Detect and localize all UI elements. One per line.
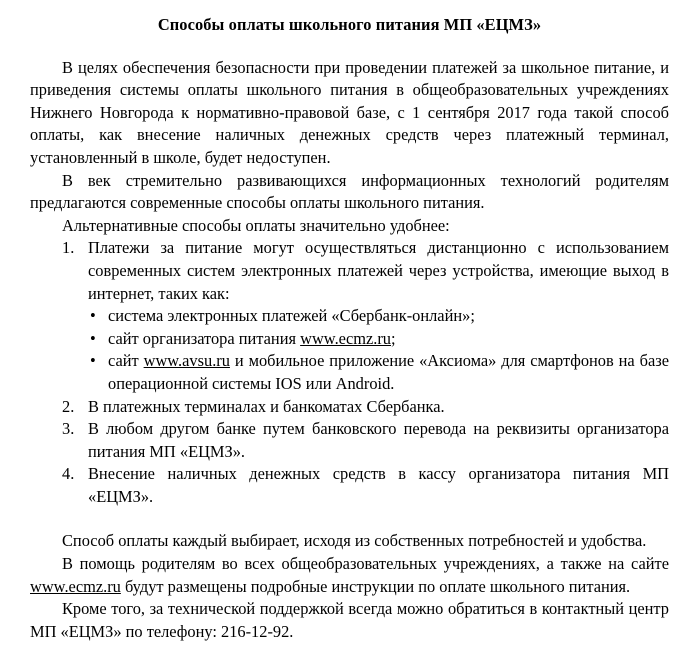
list-item	[30, 237, 669, 395]
alternatives-heading: Альтернативные способы оплаты значительно удобнее:	[62, 215, 450, 235]
document-title: Способы оплаты школьного питания МП «ЕЦМЗ»	[157, 15, 542, 34]
ecmz-link[interactable]: www.ecmz.ru	[30, 576, 121, 596]
list-item	[30, 396, 669, 419]
avsu-link[interactable]: www.avsu.ru	[143, 351, 230, 371]
ecmz-link[interactable]: www.ecmz.ru	[300, 328, 391, 348]
instructions-paragraph	[30, 553, 669, 598]
payment-methods-list	[30, 237, 669, 508]
list-item-text: Платежи за питание могут осуществляться дистанционно с использованием современных систем электронных платежей через устройства, имеющие выход в интернет, таких как:	[88, 238, 669, 303]
bullet-icon: •	[90, 306, 96, 326]
support-paragraph: Кроме того, за технической поддержкой всегда можно обратиться в контактный центр МП «ЕЦМЗ» по телефону: 216-12-92.	[30, 599, 669, 641]
list-item	[30, 418, 669, 463]
bullet-item-text: и мобильное приложение «Аксиома» для смартфонов на базе операционной системы IOS или Android.	[108, 351, 669, 393]
list-item-text: В любом другом банке путем банковского перевода на реквизиты организатора питания МП «ЕЦМЗ».	[88, 419, 669, 461]
instructions-text: В помощь родителям во всех общеобразовательных учреждениях, а также на сайте	[62, 554, 669, 574]
list-number: 4.	[62, 464, 75, 484]
bullet-item-text: сайт организатора питания	[108, 328, 301, 348]
bullet-icon: •	[90, 328, 96, 348]
bullet-item	[88, 328, 669, 351]
bullet-icon: •	[90, 351, 96, 371]
bullet-item-text: ;	[391, 328, 396, 348]
list-item-text: В платежных терминалах и банкоматах Сбербанка.	[88, 396, 445, 416]
instructions-text: будут размещены подробные инструкции по оплате школьного питания.	[120, 576, 631, 596]
intro-paragraph: В целях обеспечения безопасности при проведении платежей за школьное питание, и приведения системы оплаты школьного питания в общеобразовательных учреждениях Нижнего Новгорода к нормативно-правовой базе, с 1 сентября 2017 года такой способ оплаты, как внесение наличных денежных средств через платежный терминал, установленный в школе, будет недоступен.	[30, 57, 669, 167]
bullet-item	[88, 305, 669, 328]
technology-paragraph: В век стремительно развивающихся информационных технологий родителям предлагаются современные способы оплаты школьного питания.	[30, 170, 669, 213]
list-number: 3.	[62, 419, 75, 439]
bullet-item-text: система электронных платежей «Сбербанк-онлайн»;	[108, 306, 475, 326]
list-item	[30, 463, 669, 508]
choice-paragraph: Способ оплаты каждый выбирает, исходя из собственных потребностей и удобства.	[62, 531, 647, 551]
bullet-item-text: сайт	[108, 351, 144, 371]
list-number: 1.	[62, 238, 75, 258]
list-number: 2.	[62, 396, 75, 416]
list-item-text: Внесение наличных денежных средств в кассу организатора питания МП «ЕЦМЗ».	[88, 464, 669, 506]
bullet-item	[88, 350, 669, 395]
online-methods-list	[88, 305, 669, 395]
